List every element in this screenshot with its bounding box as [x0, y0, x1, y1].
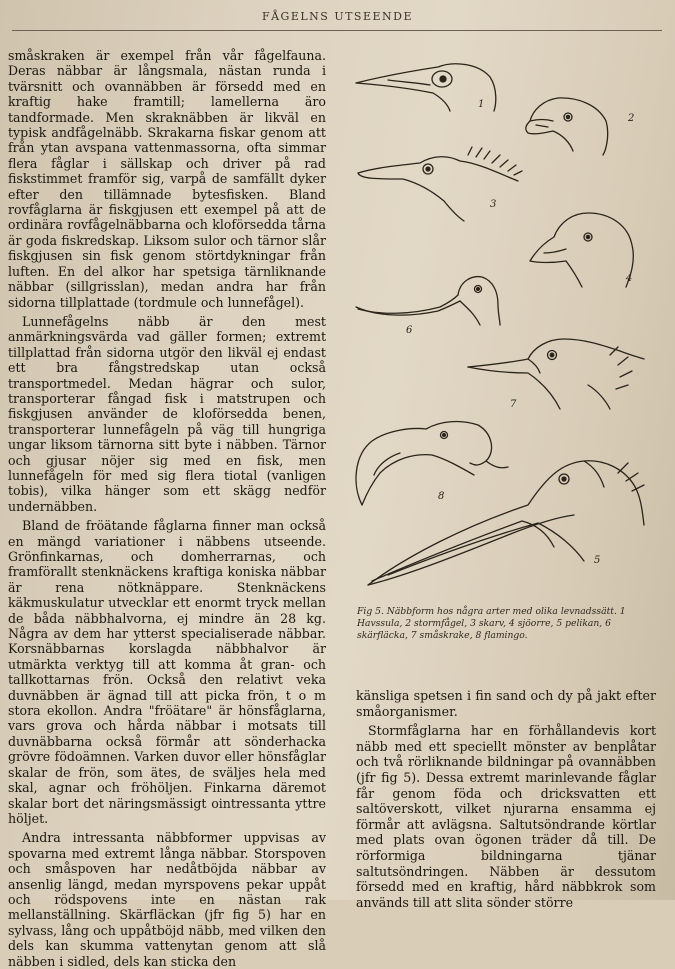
flamingo-head-drawing [356, 422, 508, 505]
fulmar-head-drawing [526, 98, 635, 155]
figure-label: 5 [594, 555, 601, 566]
paragraph: småskraken är exempel från vår fågelfauna. Deras näbbar är långsmala, nästan runda i tvärsnitt och ovannäbben är försedd med en kraftig hake framtill; lamellerna äro tandformade. Men skraknäbben är likväl en typisk andfågelnäbb. Skrakarna fiskar genom att från ytan avspana vattenmassorna, ofta simmar flera fåglar i sällskap och driver på rad fiskstimmet framför sig, varpå de samfällt dyker efter den tillämnade bytesfisken. Bland rovfåglarna är fiskgjusen ett exempel på att de ordinära rovfågelnäbbarna och kloförsedda tårna är goda fiskredskap. Liksom sulor och tärnor slår fiskgjusen sin fisk genom störtdykningar från luften. En del alkor har spetsiga tärnliknande näbbar (sillgrisslan), medan andra har från sidorna tillplattade (tordmule och lunnefågel). [8, 48, 326, 310]
cormorant-head-drawing [358, 147, 522, 221]
figure-label: 8 [438, 491, 445, 502]
paragraph: Stormfåglarna har en förhållandevis kort näbb med ett speciellt mönster av benplåtar och två rörliknande bildningar på ovannäbben (jfr fig 5). Dessa extremt marinlevande fåglar får genom föda och dricksvatten ett saltöverskott, vilket njurarna ensamma ej förmår att avlägsna. Saltutsöndrande körtlar med plats ovan ögonen träder då till. De rörformiga bildningarna tjänar saltutsöndringen. Näbben är dessutom försedd med en kraftig, hård näbbkrok som används till att slita sönder större [356, 723, 656, 910]
merganser-head-drawing [468, 339, 644, 410]
figure-caption: Fig 5. Näbbform hos några arter med olika levnadssätt. 1 Havssula, 2 stormfågel, 3 skarv, 4 sjöorre, 5 pelikan, 6 skärfläcka, 7 småskrake, 8 flamingo. [357, 606, 626, 641]
beak-illustration-figure [348, 55, 660, 600]
gannet-head-drawing [356, 64, 496, 111]
figure-label: 7 [510, 399, 517, 410]
scoter-head-drawing [530, 213, 633, 287]
figure-label: 3 [490, 199, 497, 210]
avocet-head-drawing [356, 277, 500, 336]
paragraph: Andra intressanta näbbformer uppvisas av spovarna med extremt långa näbbar. Storspoven och småspoven har nedåtböjda näbbar av ansenlig längd, medan myrspovens pekar uppåt och rödspovens inte en nästan rak mellanställning. Skärfläckan (jfr fig 5) har en sylvass, lång och uppåtböjd näbb, med vilken den dels kan skumma vattenytan genom att slå näbben i sidled, dels kan sticka den [8, 830, 326, 969]
figure-label: 1 [478, 99, 485, 110]
paragraph: känsliga spetsen i fin sand och dy på jakt efter småorganismer. [356, 688, 656, 719]
header-rule [12, 30, 662, 31]
figure-label: 4 [626, 273, 633, 284]
right-text-column [356, 688, 656, 910]
paragraph: Lunnefågelns näbb är den mest anmärkningsvärda vad gäller formen; extremt tillplattad från sidorna utgör den likväl ej endast ett bra fångstredskap utan också transportmedel. Medan hägrar och sulor, transporterar fångad fisk i matstrupen och fiskgjusen använder de kloförsedda benen, transporterar lunnefågeln på väg till hungriga ungar liksom tärnorna sitt byte i näbben. Tärnor och gjusar nöjer sig med en fisk, men lunnefågeln för med sig flera tiotal (vanligen tobis), vilka hänger som ett skägg nedför undernäbben. [8, 313, 326, 514]
beak-drawings [348, 55, 660, 600]
running-head: FÅGELNS UTSEENDE [261, 10, 414, 23]
figure-label: 6 [406, 325, 413, 336]
figure-label: 2 [628, 113, 635, 124]
left-text-column [8, 48, 326, 969]
pelican-head-drawing [368, 461, 644, 585]
paragraph: Bland de fröätande fåglarna finner man också en mängd variationer i näbbens utseende. Grönfinkarnas, och domherrarnas, och framförallt stenknäckens kraftiga koniska näbbar är rena nötknäppare. Stenknäckens käkmuskulatur utvecklar ett enormt tryck mellan de båda näbbhalvorna, ej mindre än 28 kg. Några av dem har ytterst specialiserade näbbar. Korsnäbbarnas korslagda näbbhalvor är utmärkta verktyg till att komma åt gran- och tallkottarnas frön. Också den relativt veka duvnäbben är ägnad till att picka frön, t o m stora ekollon. Andra "fröätare" är hönsfåglarna, vars grova och hårda näbbar i motsats till duvnäbbarna också förmår att sönderhacka grövre födoämnen. Varken duvor eller hönsfåglar skalar de frön, som ätes, de sväljes hela med skal, agnar och fröhöljen. Finkarna däremot skalar bort det näringsmässigt ointressanta yttre höljet. [8, 518, 326, 826]
